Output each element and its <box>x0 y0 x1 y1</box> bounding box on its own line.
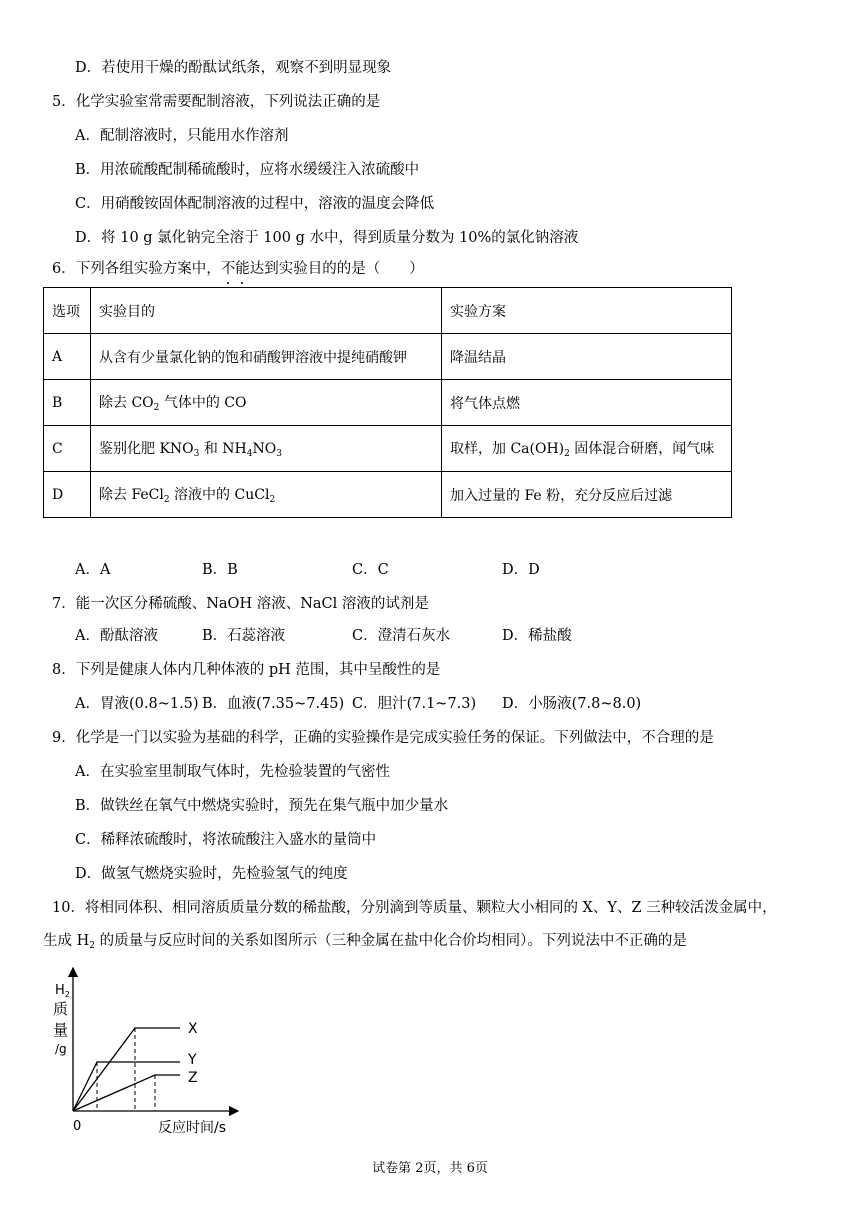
row-goal: 从含有少量氯化钠的饱和硝酸钾溶液中提纯硝酸钾 <box>91 334 442 380</box>
row-option: A <box>44 334 91 380</box>
answer-b: B．B <box>202 562 238 578</box>
row-plan <box>442 426 732 472</box>
row-plan: 将气体点燃 <box>442 380 732 426</box>
q6-experiment-table <box>43 287 732 518</box>
table-row <box>44 426 732 472</box>
answer-b: B．石蕊溶液 <box>202 628 286 644</box>
q10-stem-line2 <box>43 931 687 956</box>
q9-stem: 9．化学是一门以实验为基础的科学，正确的实验操作是完成实验任务的保证。下列做法中，不合理的是 <box>52 730 714 746</box>
row-option: B <box>44 380 91 426</box>
subscript: 3 <box>276 449 282 459</box>
q4-option-d: D．若使用干燥的酚酞试纸条，观察不到明显现象 <box>75 60 392 76</box>
q6-stem-emphasis <box>221 261 250 277</box>
series-label-z: Z <box>188 1070 198 1086</box>
answer-a: A．胃液(0.8~1.5) <box>75 696 199 712</box>
q6-stem-pre: 6．下列各组实验方案中， <box>52 261 221 277</box>
q6-stem-post: 达到实验目的的是（ ） <box>249 261 424 277</box>
header-option: 选项 <box>44 288 91 334</box>
q7-stem: 7．能一次区分稀硫酸、NaOH 溶液、NaCl 溶液的试剂是 <box>52 596 429 612</box>
answer-d: D．稀盐酸 <box>502 628 572 644</box>
y-label-unit: /g <box>55 1042 67 1056</box>
goal-text: 溶液中的 CuCl <box>169 487 270 503</box>
table-row <box>44 334 732 380</box>
q5-stem: 5．化学实验室常需要配制溶液，下列说法正确的是 <box>52 94 381 110</box>
subscript: 2 <box>564 449 570 459</box>
answer-a: A．酚酞溶液 <box>75 628 158 644</box>
series-label-x: X <box>188 1021 198 1037</box>
series-z-line <box>73 1075 180 1111</box>
answer-c: C．澄清石灰水 <box>352 628 451 644</box>
row-plan: 加入过量的 Fe 粉，充分反应后过滤 <box>442 472 732 518</box>
series-label-y: Y <box>188 1052 197 1068</box>
goal-text: 气体中的 CO <box>159 395 247 411</box>
answer-c: C．胆汁(7.1~7.3) <box>352 696 477 712</box>
subscript: 4 <box>246 449 253 459</box>
subscript: 3 <box>193 449 200 459</box>
goal-text: 和 NH <box>199 441 247 457</box>
q9-option-c: C．稀释浓硫酸时，将浓硫酸注入盛水的量筒中 <box>75 832 377 848</box>
q5-option-b: B．用浓硫酸配制稀硫酸时，应将水缓缓注入浓硫酸中 <box>75 162 420 178</box>
goal-text: 除去 FeCl <box>99 487 164 503</box>
q6-stem <box>52 259 424 279</box>
q8-stem: 8．下列是健康人体内几种体液的 pH 范围，其中呈酸性的是 <box>52 662 441 678</box>
row-plan: 降温结晶 <box>442 334 732 380</box>
subscript: 2 <box>269 495 276 505</box>
y-label-h: $H_2$ <box>55 983 70 999</box>
reaction-graph <box>40 960 260 1140</box>
table-row <box>44 380 732 426</box>
header-goal: 实验目的 <box>91 288 442 334</box>
subscript: 2 <box>163 495 170 505</box>
plan-text: 固体混合研磨，闻气味 <box>569 441 715 457</box>
goal-text: 鉴别化肥 KNO <box>99 441 194 457</box>
goal-text: NO <box>252 441 277 457</box>
goal-text: 除去 CO <box>99 395 154 411</box>
q9-option-d: D．做氢气燃烧实验时，先检验氢气的纯度 <box>75 866 348 882</box>
q10-stem-line1: 10．将相同体积、相同溶质质量分数的稀盐酸，分别滴到等质量、颗粒大小相同的 X、Y、Z 三种较活泼金属中， <box>52 900 777 916</box>
q9-option-a: A．在实验室里制取气体时，先检验装置的气密性 <box>75 764 390 780</box>
emphasis-char: 能 <box>235 261 250 277</box>
row-goal <box>91 472 442 518</box>
row-option: D <box>44 472 91 518</box>
answer-b: B．血液(7.35~7.45) <box>202 696 345 712</box>
q9-option-b: B．做铁丝在氧气中燃烧实验时，预先在集气瓶中加少量水 <box>75 798 449 814</box>
series-x-line <box>73 1028 180 1111</box>
q5-option-a: A．配制溶液时，只能用水作溶剂 <box>75 128 289 144</box>
y-label-line1: 质 <box>53 1000 69 1018</box>
answer-d: D．D <box>502 562 540 578</box>
q5-option-c: C．用硝酸铵固体配制溶液的过程中，溶液的温度会降低 <box>75 196 435 212</box>
row-goal <box>91 426 442 472</box>
stem-text: 的质量与反应时间的关系如图所示（三种金属在盐中化合价均相同）。下列说法中不正确的是 <box>95 933 687 949</box>
row-option: C <box>44 426 91 472</box>
page-footer: 试卷第 2页，共 6页 <box>372 1161 488 1176</box>
table-row <box>44 472 732 518</box>
y-label-line2: 量 <box>53 1021 69 1039</box>
origin-label: 0 <box>73 1119 82 1134</box>
x-axis-label: 反应时间/s <box>158 1120 227 1136</box>
table-header-row <box>44 288 732 334</box>
plan-text: 取样，加 Ca(OH) <box>450 441 565 457</box>
q5-option-d: D．将 10 g 氯化钠完全溶于 100 g 水中，得到质量分数为 10%的氯化钠溶液 <box>75 230 579 246</box>
answer-a: A．A <box>75 562 111 578</box>
subscript: 2 <box>89 941 95 951</box>
stem-text: 生成 H <box>43 933 90 949</box>
subscript: 2 <box>153 403 160 413</box>
header-plan: 实验方案 <box>442 288 732 334</box>
row-goal <box>91 380 442 426</box>
emphasis-char: 不 <box>220 261 236 277</box>
answer-d: D．小肠液(7.8~8.0) <box>502 696 642 712</box>
answer-c: C．C <box>352 562 389 578</box>
